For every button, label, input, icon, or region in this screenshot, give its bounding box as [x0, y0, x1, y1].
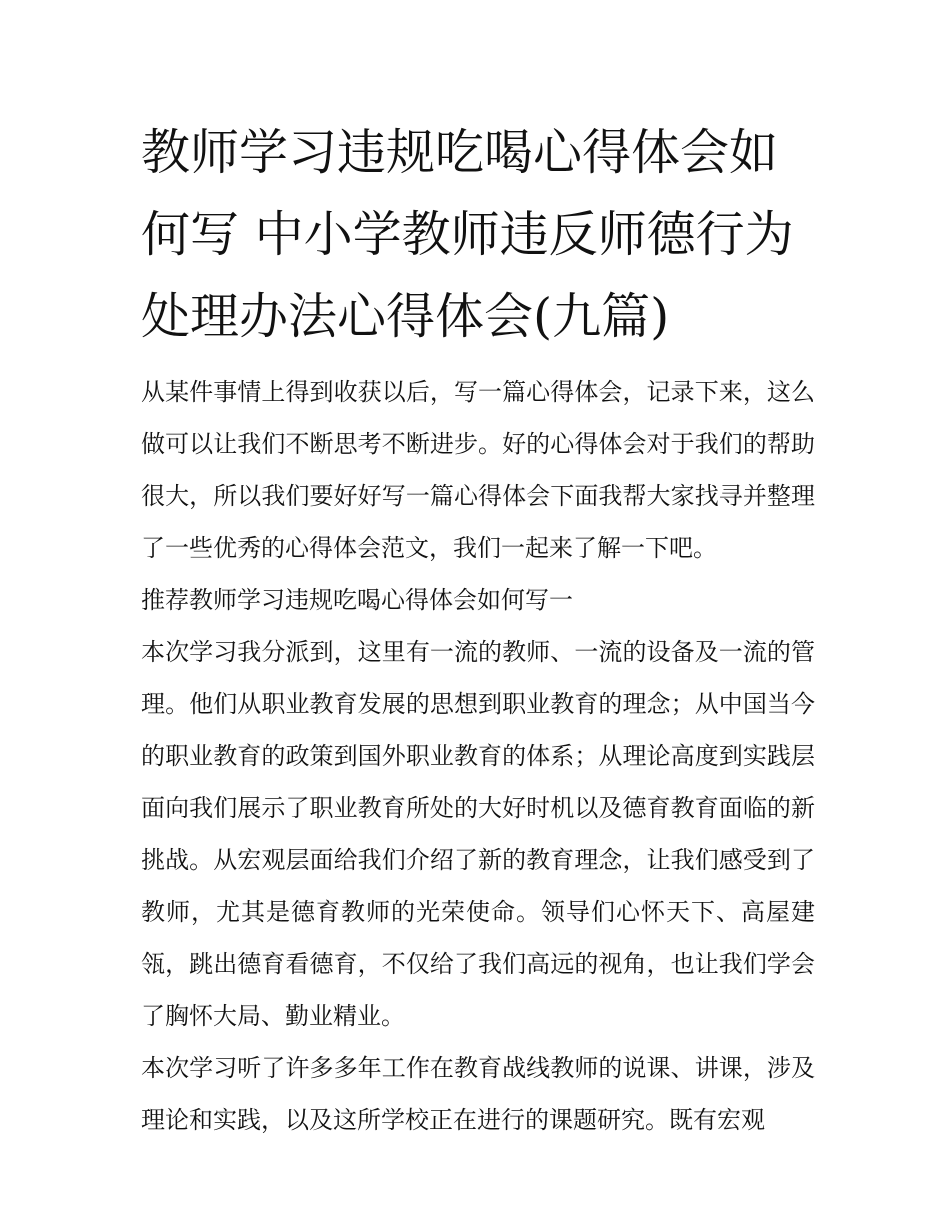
body-paragraph-1: 本次学习我分派到，这里有一流的教师、一流的设备及一流的管理。他们从职业教育发展的思想到职业教育的理念；从中国当今的职业教育的政策到国外职业教育的体系；从理论高度到实践层面向我们展示了职业教育所处的大好时机以及德育教育面临的新挑战。从宏观层面给我们介绍了新的教育理念，让我们感受到了教师，尤其是德育教师的光荣使命。领导们心怀天下、高屋建瓴，跳出德育看德育，不仅给了我们高远的视角，也让我们学会了胸怀大局、勤业精业。 — [141, 638, 815, 1030]
intro-paragraph: 从某件事情上得到收获以后，写一篇心得体会，记录下来，这么做可以让我们不断思考不断进步。好的心得体会对于我们的帮助很大，所以我们要好好写一篇心得体会下面我帮大家找寻并整理了一些优秀的心得体会范文，我们一起来了解一下吧。 — [141, 378, 815, 562]
body-paragraph-2: 本次学习听了许多多年工作在教育战线教师的说课、讲课，涉及理论和实践，以及这所学校正在进行的课题研究。既有宏观 — [141, 1054, 815, 1134]
section-heading: 推荐教师学习违规吃喝心得体会如何写一 — [141, 586, 573, 614]
document-body — [141, 112, 815, 1146]
document-title: 教师学习违规吃喝心得体会如何写 中小学教师违反师德行为处理办法心得体会(九篇) — [141, 124, 794, 345]
